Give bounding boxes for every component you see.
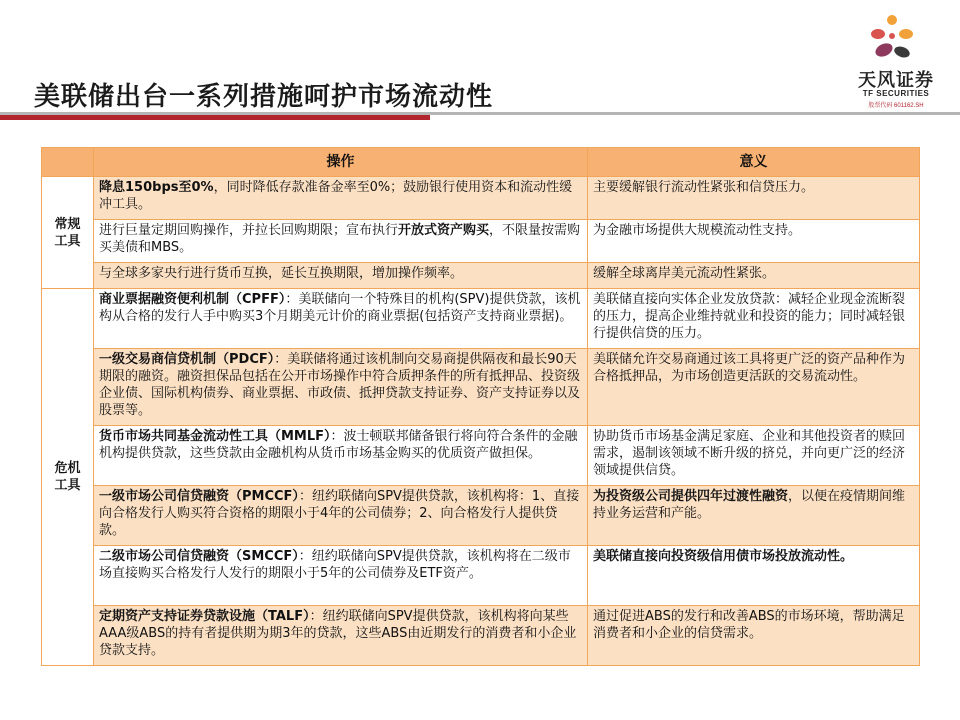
company-logo [846,12,946,112]
meaning-cell [588,289,920,349]
operation-cell [94,426,588,486]
category-label: 常规 [54,216,81,232]
operation-text: ，不限量按需购买美债和MBS。 [99,223,581,255]
meaning-text: 主要缓解银行流动性紧张和信贷压力。 [593,180,815,195]
category-label: 工具 [54,233,81,249]
category-label: 工具 [54,478,81,493]
category-cell-crisis [42,289,94,666]
meaning-text: 美联储允许交易商通过该工具将更广泛的资产品种作为合格抵押品，为市场创造更活跃的交易流动性。 [593,352,906,384]
title-accent-bar [0,115,430,120]
logo-name-cn: 天风证券 [858,70,934,91]
table-row [42,220,920,263]
page-title: 美联储出台一系列措施呵护市场流动性 [34,82,494,112]
operation-bold: 降息150bps至0% [99,180,214,195]
meaning-text: 缓解全球离岸美元流动性紧张。 [593,266,776,281]
header-operation: 操作 [94,148,588,177]
meaning-cell [588,546,920,606]
meaning-text: 通过促进ABS的发行和改善ABS的市场环境，帮助满足消费者和小企业的信贷需求。 [593,609,905,641]
operation-text: 与全球多家央行进行货币互换，延长互换期限，增加操作频率。 [99,266,464,281]
meaning-cell [588,263,920,289]
header-meaning: 意义 [588,148,920,177]
meaning-cell [588,486,920,546]
operation-text: ：美联储向一个特殊目的机构(SPV)提供贷款，该机构从合格的发行人手中购买3个月期美元计价的商业票据(包括资产支持商业票据)。 [99,292,581,324]
measures-table-wrap [41,147,919,666]
operation-cell [94,349,588,426]
table-row [42,177,920,220]
operation-cell [94,263,588,289]
meaning-text: 为金融市场提供大规模流动性支持。 [593,223,802,238]
operation-bold: 商业票据融资便利机制（CPFF） [99,292,286,307]
operation-cell [94,486,588,546]
table-row [42,426,920,486]
operation-text: ：纽约联储向SPV提供贷款，该机构将向某些AAA级ABS的持有者提供期为期3年的贷款，这些ABS由近期发行的消费者和小企业贷款支持。 [99,609,577,658]
logo-stock-code: 股票代码 601162.SH [868,103,924,109]
operation-cell [94,177,588,220]
logo-name-en: TF SECURITIES [862,89,930,98]
operation-bold: 货币市场共同基金流动性工具（MMLF） [99,429,331,444]
table-row [42,349,920,426]
operation-bold: 开放式资产购买 [398,223,490,238]
category-cell-regular [42,177,94,289]
meaning-bold: 为投资级公司提供四年过渡性融资 [593,489,789,504]
table-row [42,289,920,349]
operation-cell [94,606,588,666]
operation-bold: 一级市场公司信贷融资（PMCCF） [99,489,299,504]
operation-text: ：美联储将通过该机制向交易商提供隔夜和最长90天期限的融资。融资担保品包括在公开市场操作中符合质押条件的所有抵押品、投资级企业债、国际机构债券、商业票据、市政债、抵押贷款支持证券、资产支持证券以及股票等。 [99,352,581,418]
operation-text: ：波士顿联邦储备银行将向符合条件的金融机构提供贷款，这些贷款由金融机构从货币市场基金购买的优质资产做担保。 [99,429,578,461]
operation-text: ：纽约联储向SPV提供贷款，该机构将：1、直接向合格发行人购买符合资格的期限小于4年的公司债券；2、向合格发行人提供贷款。 [99,489,580,538]
table-row [42,606,920,666]
operation-cell [94,289,588,349]
meaning-text: ，以便在疫情期间维持业务运营和产能。 [593,489,906,521]
operation-text: ：纽约联储向SPV提供贷款，该机构将在二级市场直接购买合格发行人发行的期限小于5年的公司债券及ETF资产。 [99,549,571,581]
operation-cell [94,220,588,263]
tf-logo-icon [862,12,922,72]
meaning-cell [588,349,920,426]
operation-text: 进行巨量定期回购操作，并拉长回购期限；宣布执行 [99,223,399,238]
meaning-cell [588,220,920,263]
operation-cell [94,546,588,606]
meaning-bold: 美联储直接向投资级信用债市场投放流动性。 [593,549,854,564]
meaning-text: 协助货币市场基金满足家庭、企业和其他投资者的赎回需求，遏制该领域不断升级的挤兑，并向更广泛的经济领域提供信贷。 [593,429,906,478]
operation-bold: 一级交易商信贷机制（PDCF） [99,352,275,367]
table-row [42,263,920,289]
table-header-row [42,148,920,177]
category-label: 危机 [54,461,81,476]
operation-bold: 二级市场公司信贷融资（SMCCF） [99,549,299,564]
meaning-cell [588,426,920,486]
measures-table [41,147,920,666]
table-row [42,486,920,546]
meaning-cell [588,177,920,220]
table-row [42,546,920,606]
meaning-text: 美联储直接向实体企业发放贷款：减轻企业现金流断裂的压力，提高企业维持就业和投资的能力；同时减轻银行提供信贷的压力。 [593,292,906,341]
operation-text: ，同时降低存款准备金率至0%；鼓励银行使用资本和流动性缓冲工具。 [99,180,573,212]
header-corner [42,148,94,177]
operation-bold: 定期资产支持证券贷款设施（TALF） [99,609,310,624]
meaning-cell [588,606,920,666]
